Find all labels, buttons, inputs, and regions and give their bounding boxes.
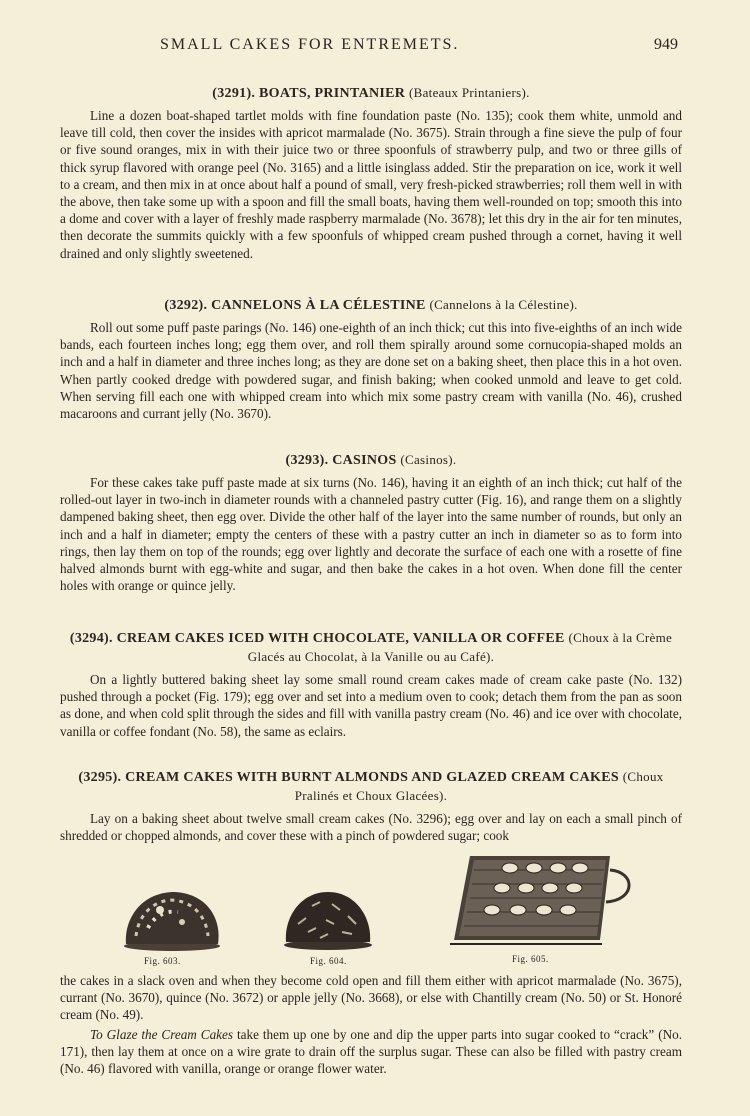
recipe-body: On a lightly buttered baking sheet lay some small round cream cakes made of cream cake paste (No. 132) pushed through a pocket (Fig. 179); egg over and set into a medium oven to cook; detach them from the pan as soon as done, and when cold split through the sides and fill with vanilla pastry cream (No. 46) and ice over with chocolate, vanilla or coffee fondant (No. 58), the same as eclairs. bbox=[60, 672, 682, 739]
recipe-3293 bbox=[60, 451, 682, 594]
recipe-title: (3293). CASINOS bbox=[285, 453, 397, 468]
recipe-heading bbox=[60, 84, 682, 103]
running-title: SMALL CAKES FOR ENTREMETS. bbox=[160, 36, 460, 53]
recipe-heading bbox=[60, 768, 682, 806]
recipe-body: For these cakes take puff paste made at six turns (No. 146), having it an eighth of an inch thick; cut half of the rolled-out layer in two-inch in diameter rounds with a channeled pastry cutter (Fig. 16), and range them on a slightly dampened baking sheet, then egg over. Divide the other half of the layer into the same number of rounds, but only an inch and a half in diameter; empty the centers of these with a pastry cutter an inch in diameter so as to form into rings, then lay them on top of the rounds; egg over lightly and decorate the surface of each one with a rosette of fine halved almonds burnt with egg-white and sugar, and then bake the cakes in a hot oven. When done fill the center holes with orange or quince jelly. bbox=[60, 475, 682, 594]
recipe-body: Line a dozen boat-shaped tartlet molds with fine foundation paste (No. 135); cook them white, unmold and leave till cold, then cover the insides with apricot marmalade (No. 3675). Strain through a fine sieve the pulp of four or five sound oranges, mix in with their juice two or three spoonfuls of strawberry pulp, and two or three gills of thick syrup flavored with orange peel (No. 3165) and a little isinglass added. Stir the preparation on ice, work it well to a cream, and then mix in at once about half a pound of small, very fresh-picked strawberries; roll them well in with the above, then take some up with a spoon and fill the small boats, having them well-rounded on top; smooth this into a dome and cover with a layer of freshly made raspberry marmalade (No. 3678); let this dry in the air for ten minutes, then decorate the summits quickly with a few spoonfuls of whipped cream pushed through a cornet, having it well drained and only slightly sweetened. bbox=[60, 108, 682, 261]
figure-caption: Fig. 605. bbox=[512, 954, 549, 964]
recipe-3294 bbox=[60, 629, 682, 740]
recipe-body: Lay on a baking sheet about twelve small cream cakes (No. 3296); egg over and lay on each a small pinch of shredded or chopped almonds, and cover these with a pinch of powdered sugar; cook bbox=[60, 811, 682, 844]
recipe-body-continued: the cakes in a slack oven and when they become cold open and fill them either with apricot marmalade (No. 3675), currant (No. 3670), quince (No. 3672) or apple jelly (No. 3668), or else with Chantilly cream (No. 50) or St. Honoré cream (No. 49). bbox=[60, 973, 682, 1023]
cream-cake-illustration bbox=[120, 882, 225, 954]
recipe-heading bbox=[60, 629, 682, 667]
recipe-heading bbox=[60, 296, 682, 315]
recipe-3292 bbox=[60, 296, 682, 422]
glaze-paragraph bbox=[60, 1026, 682, 1078]
recipe-translation: (Casinos). bbox=[400, 452, 457, 467]
recipe-translation: (Bateaux Printaniers). bbox=[409, 85, 530, 100]
recipe-translation: (Choux Pralinés et Choux Glacées). bbox=[294, 769, 664, 803]
recipe-title: (3292). CANNELONS À LA CÉLESTINE bbox=[164, 298, 426, 313]
recipe-title: (3294). CREAM CAKES ICED WITH CHOCOLATE, VANILLA OR COFFEE bbox=[69, 631, 565, 646]
page-number: 949 bbox=[654, 36, 678, 53]
glaze-body: take them up one by one and dip the upper parts into sugar cooked to “crack” (No. 171), then lay them at once on a wire grate to drain off the surplus sugar. These can also be filled with pastry cream (No. 46) flavored with vanilla, orange or orange flower water. bbox=[60, 1026, 682, 1077]
recipe-3291 bbox=[60, 84, 682, 262]
figure-caption: Fig. 603. bbox=[144, 956, 181, 966]
recipe-title: (3291). BOATS, PRINTANIER bbox=[212, 86, 406, 101]
recipe-heading bbox=[60, 451, 682, 470]
recipe-3295 bbox=[60, 768, 682, 844]
recipe-title: (3295). CREAM CAKES WITH BURNT ALMONDS AND GLAZED CREAM CAKES bbox=[78, 770, 619, 785]
almond-cake-illustration bbox=[282, 884, 374, 952]
baking-sheet-illustration bbox=[450, 850, 640, 950]
recipe-body: Roll out some puff paste parings (No. 146) one-eighth of an inch thick; cut this into five-eighths of an inch wide bands, each fourteen inches long; egg them over, and roll them spirally around some cornucopia-shaped molds an inch and a half in diameter and three inches long; as they are done set on a baking sheet, then place this in a hot oven. When partly cooked dredge with powdered sugar, and finish baking; when cooked unmold and leave to get cold. When serving fill each one with whipped cream into which mix some pastry cream with vanilla (No. 46), crushed macaroons and currant jelly (No. 3670). bbox=[60, 320, 682, 422]
figure-row bbox=[120, 850, 640, 970]
recipe-3295-continuation bbox=[60, 972, 682, 1077]
glaze-lead: To Glaze the Cream Cakes bbox=[90, 1026, 234, 1042]
recipe-translation: (Choux à la Crème Glacés au Chocolat, à la Vanille ou au Café). bbox=[247, 630, 673, 664]
figure-caption: Fig. 604. bbox=[310, 956, 347, 966]
recipe-translation: (Cannelons à la Célestine). bbox=[429, 297, 578, 312]
